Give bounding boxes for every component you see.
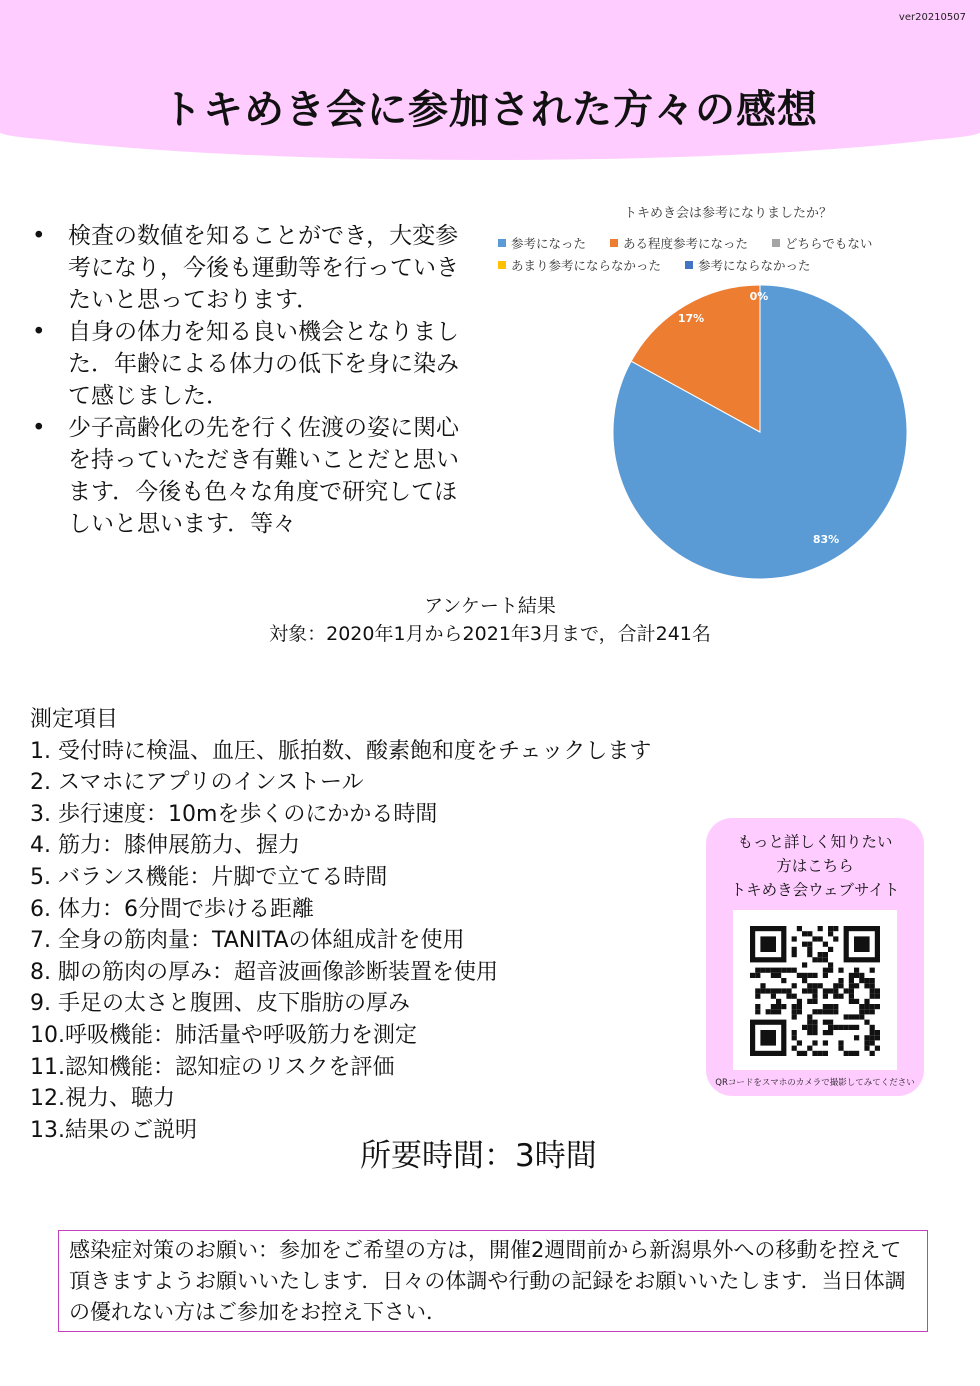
pie-chart [488, 196, 968, 596]
version-label: ver20210507 [898, 12, 966, 23]
survey-title: アンケート結果 [424, 595, 556, 617]
measurement-item: 7. 全身の筋肉量：TANITAの体組成計を使用 [30, 928, 465, 954]
survey-info [0, 592, 980, 648]
notice-text: 感染症対策のお願い：参加をご希望の方は，開催2週間前から新潟県外への移動を控えて頂きますようお願いいたします．日々の体調や行動の記録をお願いいたします．当日体調の優れない方はご参加をお控え下さい． [69, 1238, 906, 1324]
measurement-item: 2. スマホにアプリのインストール [30, 770, 364, 796]
comment-text: 検査の数値を知ることができ，大変参考になり，今後も運動等を行っていきたいと思っております． [68, 223, 459, 313]
measurement-item: 12.視力、聴力 [30, 1086, 175, 1112]
pie-svg [488, 196, 968, 596]
qr-line: もっと詳しく知りたい [737, 833, 893, 851]
comment-text: 少子高齢化の先を行く佐渡の姿に関心を持っていただき有難いことだと思います．今後も色々な角度で研究してほしいと思います．等々 [68, 415, 459, 537]
measurement-item: 5. バランス機能：片脚で立てる時間 [30, 864, 388, 890]
legend-label: 参考にならなかった [698, 258, 811, 273]
bullet: • [32, 415, 46, 441]
measurement-item: 4. 筋力：膝伸展筋力、握力 [30, 833, 300, 859]
measurement-item: 1. 受付時に検温、血圧、脈拍数、酸素飽和度をチェックします [30, 738, 652, 764]
qr-caption: QRコードをスマホのカメラで撮影してみてください [715, 1078, 915, 1088]
chart-title: トキめき会は参考になりましたか？ [623, 206, 832, 221]
page-title: トキめき会に参加された方々の感想 [162, 87, 818, 133]
measurement-item: 10.呼吸機能：肺活量や呼吸筋力を測定 [30, 1022, 417, 1048]
measurement-title: 測定項目 [30, 707, 119, 732]
measurement-item: 3. 歩行速度：10mを歩くのにかかる時間 [30, 801, 438, 827]
pie-data-label: 83% [812, 533, 840, 546]
bullet: • [32, 319, 46, 345]
bullet: • [32, 223, 46, 249]
legend-label: ある程度参考になった [623, 236, 749, 251]
notice-box [58, 1230, 928, 1332]
qr-line: トキめき会ウェブサイト [730, 881, 900, 899]
qr-code-icon [733, 910, 897, 1070]
measurement-item: 9. 手足の太さと腹囲、皮下脂肪の厚み [30, 991, 410, 1017]
qr-panel [706, 818, 924, 1096]
comment-item [28, 412, 468, 540]
pie-data-label: 17% [677, 312, 705, 325]
comment-text: 自身の体力を知る良い機会となりました．年齢による体力の低下を身に染みて感じました． [68, 319, 459, 409]
legend-label: 参考になった [511, 236, 587, 251]
comment-list [28, 220, 468, 540]
measurement-item: 13.結果のご説明 [30, 1117, 197, 1143]
qr-line: 方はこちら [776, 857, 854, 875]
measurement-item: 11.認知機能：認知症のリスクを評価 [30, 1054, 395, 1080]
comment-item [28, 220, 468, 316]
legend-label: どちらでもない [785, 236, 873, 251]
qr-code-image[interactable] [733, 910, 897, 1070]
legend-label: あまり参考にならなかった [511, 258, 662, 273]
comment-item [28, 316, 468, 412]
measurement-item: 6. 体力：6分間で歩ける距離 [30, 896, 314, 922]
qr-text [706, 830, 924, 902]
measurement-item: 8. 脚の筋肉の厚み：超音波画像診断装置を使用 [30, 959, 498, 985]
duration-label: 所要時間：3時間 [360, 1138, 597, 1174]
pie-data-label: 0% [749, 290, 769, 303]
survey-target: 対象：2020年1月から2021年3月まで，合計241名 [269, 623, 711, 645]
measurement-list [30, 704, 651, 1146]
